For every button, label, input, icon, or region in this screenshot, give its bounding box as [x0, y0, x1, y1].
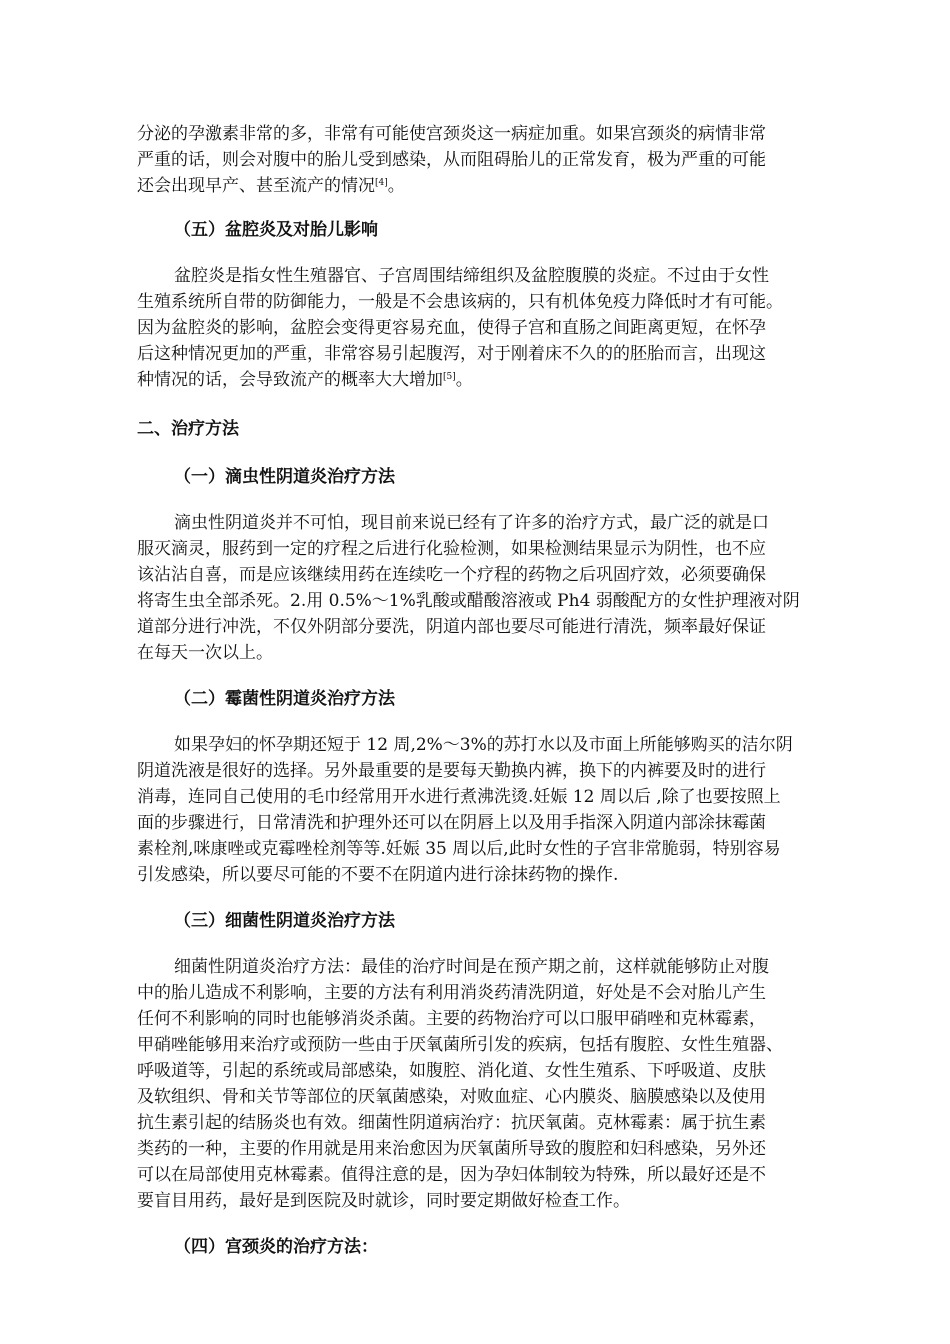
text-line: 类药的一种，主要的作用就是用来治愈因为厌氧菌所导致的腹腔和妇科感染，另外还: [137, 1139, 766, 1159]
heading-trichomonas-treatment: （一）滴虫性阴道炎治疗方法: [174, 467, 395, 487]
heading-bacterial-treatment: （三）细菌性阴道炎治疗方法: [174, 911, 395, 931]
text-line: 因为盆腔炎的影响，盆腔会变得更容易充血，使得子宫和直肠之间距离更短，在怀孕: [137, 318, 766, 338]
text-line: 甲硝唑能够用来治疗或预防一些由于厌氧菌所引发的疾病，包括有腹腔、女性生殖器、: [137, 1035, 783, 1055]
text-line: 可以在局部使用克林霉素。值得注意的是，因为孕妇体制较为特殊，所以最好还是不: [137, 1165, 766, 1185]
text-line: 后这种情况更加的严重，非常容易引起腹泻，对于刚着床不久的的胚胎而言，出现这: [137, 344, 766, 364]
text-line: 生殖系统所自带的防御能力，一般是不会患该病的，只有机体免疫力降低时才有可能。: [137, 292, 783, 312]
text-line: 严重的话，则会对腹中的胎儿受到感染，从而阻碍胎儿的正常发育，极为严重的可能: [137, 150, 766, 170]
heading-pelvic-inflammation: （五）盆腔炎及对胎儿影响: [174, 220, 378, 240]
text-line: 细菌性阴道炎治疗方法：最佳的治疗时间是在预产期之前，这样就能够防止对腹: [174, 957, 769, 977]
text-line: 该沾沾自喜，而是应该继续用药在连续吃一个疗程的药物之后巩固疗效，必须要确保: [137, 565, 766, 585]
text-line: 滴虫性阴道炎并不可怕，现目前来说已经有了许多的治疗方式，最广泛的就是口: [174, 513, 769, 533]
text-line: 服灭滴灵，服药到一定的疗程之后进行化验检测，如果检测结果显示为阴性，也不应: [137, 539, 766, 559]
heading-fungal-treatment: （二）霉菌性阴道炎治疗方法: [174, 689, 395, 709]
text-line: 盆腔炎是指女性生殖器官、子宫周围结缔组织及盆腔腹膜的炎症。不过由于女性: [174, 266, 769, 286]
heading-treatment-methods: 二、治疗方法: [137, 419, 239, 439]
text-line: [137, 173, 863, 199]
text-line: 面的步骤进行，日常清洗和护理外还可以在阴唇上以及用手指深入阴道内部涂抹霉菌: [137, 813, 766, 833]
text-line: 将寄生虫全部杀死。2.用 0.5%～1%乳酸或醋酸溶液或 Ph4 弱酸配方的女性护理液对阴: [137, 591, 800, 611]
text-line: 引发感染，所以要尽可能的不要不在阴道内进行涂抹药物的操作.: [137, 865, 619, 885]
text-line: 要盲目用药，最好是到医院及时就诊，同时要定期做好检查工作。: [137, 1191, 630, 1211]
paragraph-trichomonas-treatment: [137, 510, 863, 666]
text-run: 还会出现早产、甚至流产的情况: [137, 176, 375, 196]
text-line: 如果孕妇的怀孕期还短于 12 周,2%～3%的苏打水以及市面上所能够购买的洁尔阴: [174, 735, 793, 755]
paragraph-pelvic-inflammation: [137, 263, 863, 393]
paragraph-fungal-treatment: [137, 732, 863, 888]
text-line: 及软组织、骨和关节等部位的厌氧菌感染，对败血症、心内膜炎、脑膜感染以及使用: [137, 1087, 766, 1107]
paragraph-bacterial-treatment: [137, 954, 863, 1214]
text-run: 。: [387, 176, 405, 196]
text-run: 种情况的话，会导致流产的概率大大增加: [137, 370, 443, 390]
paragraph-cervicitis-continued: [137, 121, 863, 199]
citation-4: [4]: [375, 178, 388, 188]
text-line: 在每天一次以上。: [137, 643, 273, 663]
text-line: 呼吸道等，引起的系统或局部感染，如腹腔、消化道、女性生殖系、下呼吸道、皮肤: [137, 1061, 766, 1081]
text-line: 阴道洗液是很好的选择。另外最重要的是要每天勤换内裤，换下的内裤要及时的进行: [137, 761, 766, 781]
text-column: [137, 121, 863, 1260]
text-line: [137, 367, 863, 393]
text-run: 。: [455, 370, 473, 390]
text-line: 素栓剂,咪康唑或克霉唑栓剂等等.妊娠 35 周以后,此时女性的子宫非常脆弱，特别容易: [137, 839, 781, 859]
text-line: 分泌的孕激素非常的多，非常有可能使宫颈炎这一病症加重。如果宫颈炎的病情非常: [137, 124, 766, 144]
text-line: 任何不利影响的同时也能够消炎杀菌。主要的药物治疗可以口服甲硝唑和克林霉素，: [137, 1009, 766, 1029]
text-line: 中的胎儿造成不利影响，主要的方法有利用消炎药清洗阴道，好处是不会对胎儿产生: [137, 983, 766, 1003]
text-line: 消毒，连同自己使用的毛巾经常用开水进行煮沸洗烫.妊娠 12 周以后 ,除了也要按照上: [137, 787, 781, 807]
text-line: 抗生素引起的结肠炎也有效。细菌性阴道病治疗：抗厌氧菌。克林霉素：属于抗生素: [137, 1113, 766, 1133]
citation-5: [5]: [443, 372, 456, 382]
heading-cervicitis-treatment: （四）宫颈炎的治疗方法：: [174, 1237, 378, 1257]
text-line: 道部分进行冲洗，不仅外阴部分要洗，阴道内部也要尽可能进行清洗，频率最好保证: [137, 617, 766, 637]
